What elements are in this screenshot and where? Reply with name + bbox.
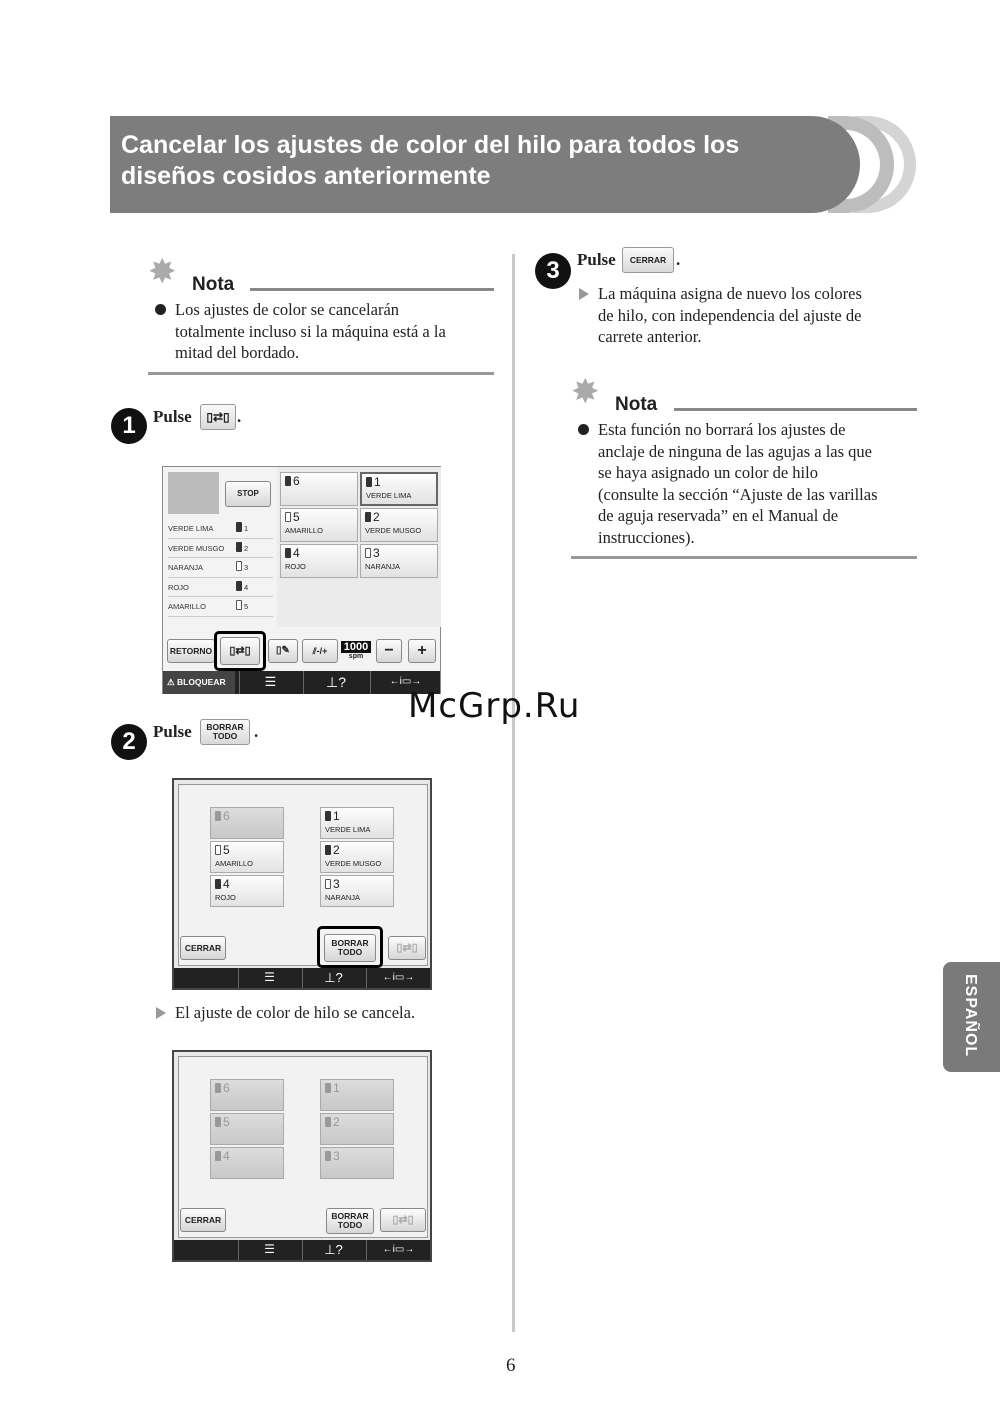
note1-bullet (155, 304, 166, 315)
note2-title: Nota (615, 394, 658, 415)
result-arrow-icon (156, 1007, 166, 1019)
list-item: VERDE MUSGO 2 (168, 539, 273, 559)
reset-colors-button[interactable]: ▯⇄▯ (380, 1208, 426, 1232)
help-button[interactable]: ⊥? (302, 1240, 364, 1260)
watermark: McGrp.Ru (408, 686, 581, 726)
list-item: AMARILLO 5 (168, 597, 273, 617)
highlight-frame (317, 926, 383, 968)
checklist-icon[interactable]: ☰ (238, 968, 300, 988)
stop-button[interactable]: STOP (225, 481, 271, 507)
note-star-icon: ✸ (571, 374, 600, 411)
step3-label: Pulse (577, 250, 616, 269)
needle-4[interactable]: 4 ROJO (210, 875, 284, 907)
needle-4[interactable]: 4 ROJO (280, 544, 358, 578)
retorno-button[interactable]: RETORNO (167, 639, 215, 663)
list-item: NARANJA 3 (168, 558, 273, 578)
reset-colors-button-icon: ▯⇄▯ (200, 404, 236, 430)
result-arrow-icon (579, 288, 589, 300)
list-item: VERDE LIMA 1 (168, 519, 273, 539)
needle-1[interactable]: 1 VERDE LIMA (320, 807, 394, 839)
needle-2[interactable]: 2 VERDE MUSGO (320, 841, 394, 873)
cerrar-inline-button: CERRAR (622, 247, 674, 273)
borrar-todo-button[interactable]: BORRAR TODO (326, 1208, 374, 1234)
checklist-icon[interactable]: ☰ (238, 1240, 300, 1260)
screen2 (172, 778, 432, 990)
speed-display: 1000 spm (341, 641, 371, 660)
reset-colors-button[interactable]: ▯⇄▯ (220, 637, 260, 665)
highlight-frame (214, 631, 266, 671)
note1-bottom-rule (148, 372, 494, 375)
step1-label: Pulse (153, 407, 192, 426)
needle-4[interactable]: 4 (210, 1147, 284, 1179)
speed-minus-button[interactable]: − (376, 639, 402, 663)
needle-6[interactable]: 6 (210, 1079, 284, 1111)
note2-rule (674, 408, 917, 411)
step2-result: El ajuste de color de hilo se cancela. (175, 1003, 416, 1022)
note1-title: Nota (192, 274, 235, 295)
reset-colors-button[interactable]: ▯⇄▯ (388, 936, 426, 960)
needle-5[interactable]: 5 AMARILLO (280, 508, 358, 542)
frame-move-icon[interactable]: ←i▭→ (366, 1240, 430, 1260)
cerrar-button[interactable]: CERRAR (180, 936, 226, 960)
list-item: ROJO 4 (168, 578, 273, 598)
cerrar-button[interactable]: CERRAR (180, 1208, 226, 1232)
needle-2[interactable]: 2 (320, 1113, 394, 1145)
bottom-bar (174, 968, 430, 988)
step1-number: 1 (111, 408, 147, 444)
frame-move-icon[interactable]: ←i▭→ (370, 671, 440, 694)
step3-number: 3 (535, 253, 571, 289)
step2-number: 2 (111, 724, 147, 760)
bloquear-button[interactable]: ⚠ BLOQUEAR (163, 671, 235, 694)
needle-3[interactable]: 3 NARANJA (320, 875, 394, 907)
borrar-todo-button[interactable]: BORRAR TODO (324, 934, 376, 962)
note1-text: Los ajustes de color se cancelarán totalmente incluso si la máquina está a la mitad del bordado. (175, 300, 446, 362)
page-number: 6 (506, 1355, 516, 1376)
needle-1[interactable]: 1 (320, 1079, 394, 1111)
needle-3[interactable]: 3 NARANJA (360, 544, 438, 578)
needle-5[interactable]: 5 AMARILLO (210, 841, 284, 873)
step3-result: La máquina asigna de nuevo los colores de hilo, con independencia del ajuste de carrete anterior. (598, 284, 862, 346)
step2-label: Pulse (153, 722, 192, 741)
needle-6[interactable]: 6 (210, 807, 284, 839)
bottom-bar (174, 1240, 430, 1260)
borrar-todo-inline-button: BORRAR TODO (200, 719, 250, 745)
column-divider (512, 254, 515, 1332)
step2-suffix: . (254, 722, 259, 741)
step3-suffix: . (676, 250, 681, 269)
note2-text: Esta función no borrará los ajustes de anclaje de ninguna de las agujas a las que se haya asignado un color de hilo (consulte la sección “Ajuste de las varillas de aguja reservada” en el Manual de instrucciones). (598, 420, 878, 547)
note2-bottom-rule (571, 556, 917, 559)
screen3 (172, 1050, 432, 1262)
needle-1[interactable]: 1 VERDE LIMA (360, 472, 438, 506)
edit-button[interactable]: ▯✎ (268, 639, 298, 663)
language-tab-label: ESPAÑOL (962, 974, 979, 1058)
speed-plus-button[interactable]: + (408, 639, 436, 663)
screen1 (162, 466, 441, 694)
needle-3[interactable]: 3 (320, 1147, 394, 1179)
step1-suffix: . (237, 407, 242, 426)
design-preview (168, 472, 219, 514)
checklist-icon[interactable]: ☰ (239, 671, 301, 694)
note-star-icon: ✸ (148, 254, 177, 291)
page-title: Cancelar los ajustes de color del hilo para todos los diseños cosidos anteriormente (121, 131, 740, 190)
needle-6[interactable]: 6 (280, 472, 358, 506)
needle-5[interactable]: 5 (210, 1113, 284, 1145)
note2-bullet (578, 424, 589, 435)
needle-2[interactable]: 2 VERDE MUSGO (360, 508, 438, 542)
color-list (168, 519, 273, 617)
needle-adjust-button[interactable]: ⫽-/+ (302, 639, 338, 663)
note1-rule (250, 288, 494, 291)
help-button[interactable]: ⊥? (302, 968, 364, 988)
frame-move-icon[interactable]: ←i▭→ (366, 968, 430, 988)
help-button[interactable]: ⊥? (303, 671, 368, 694)
bottom-bar (163, 671, 440, 694)
